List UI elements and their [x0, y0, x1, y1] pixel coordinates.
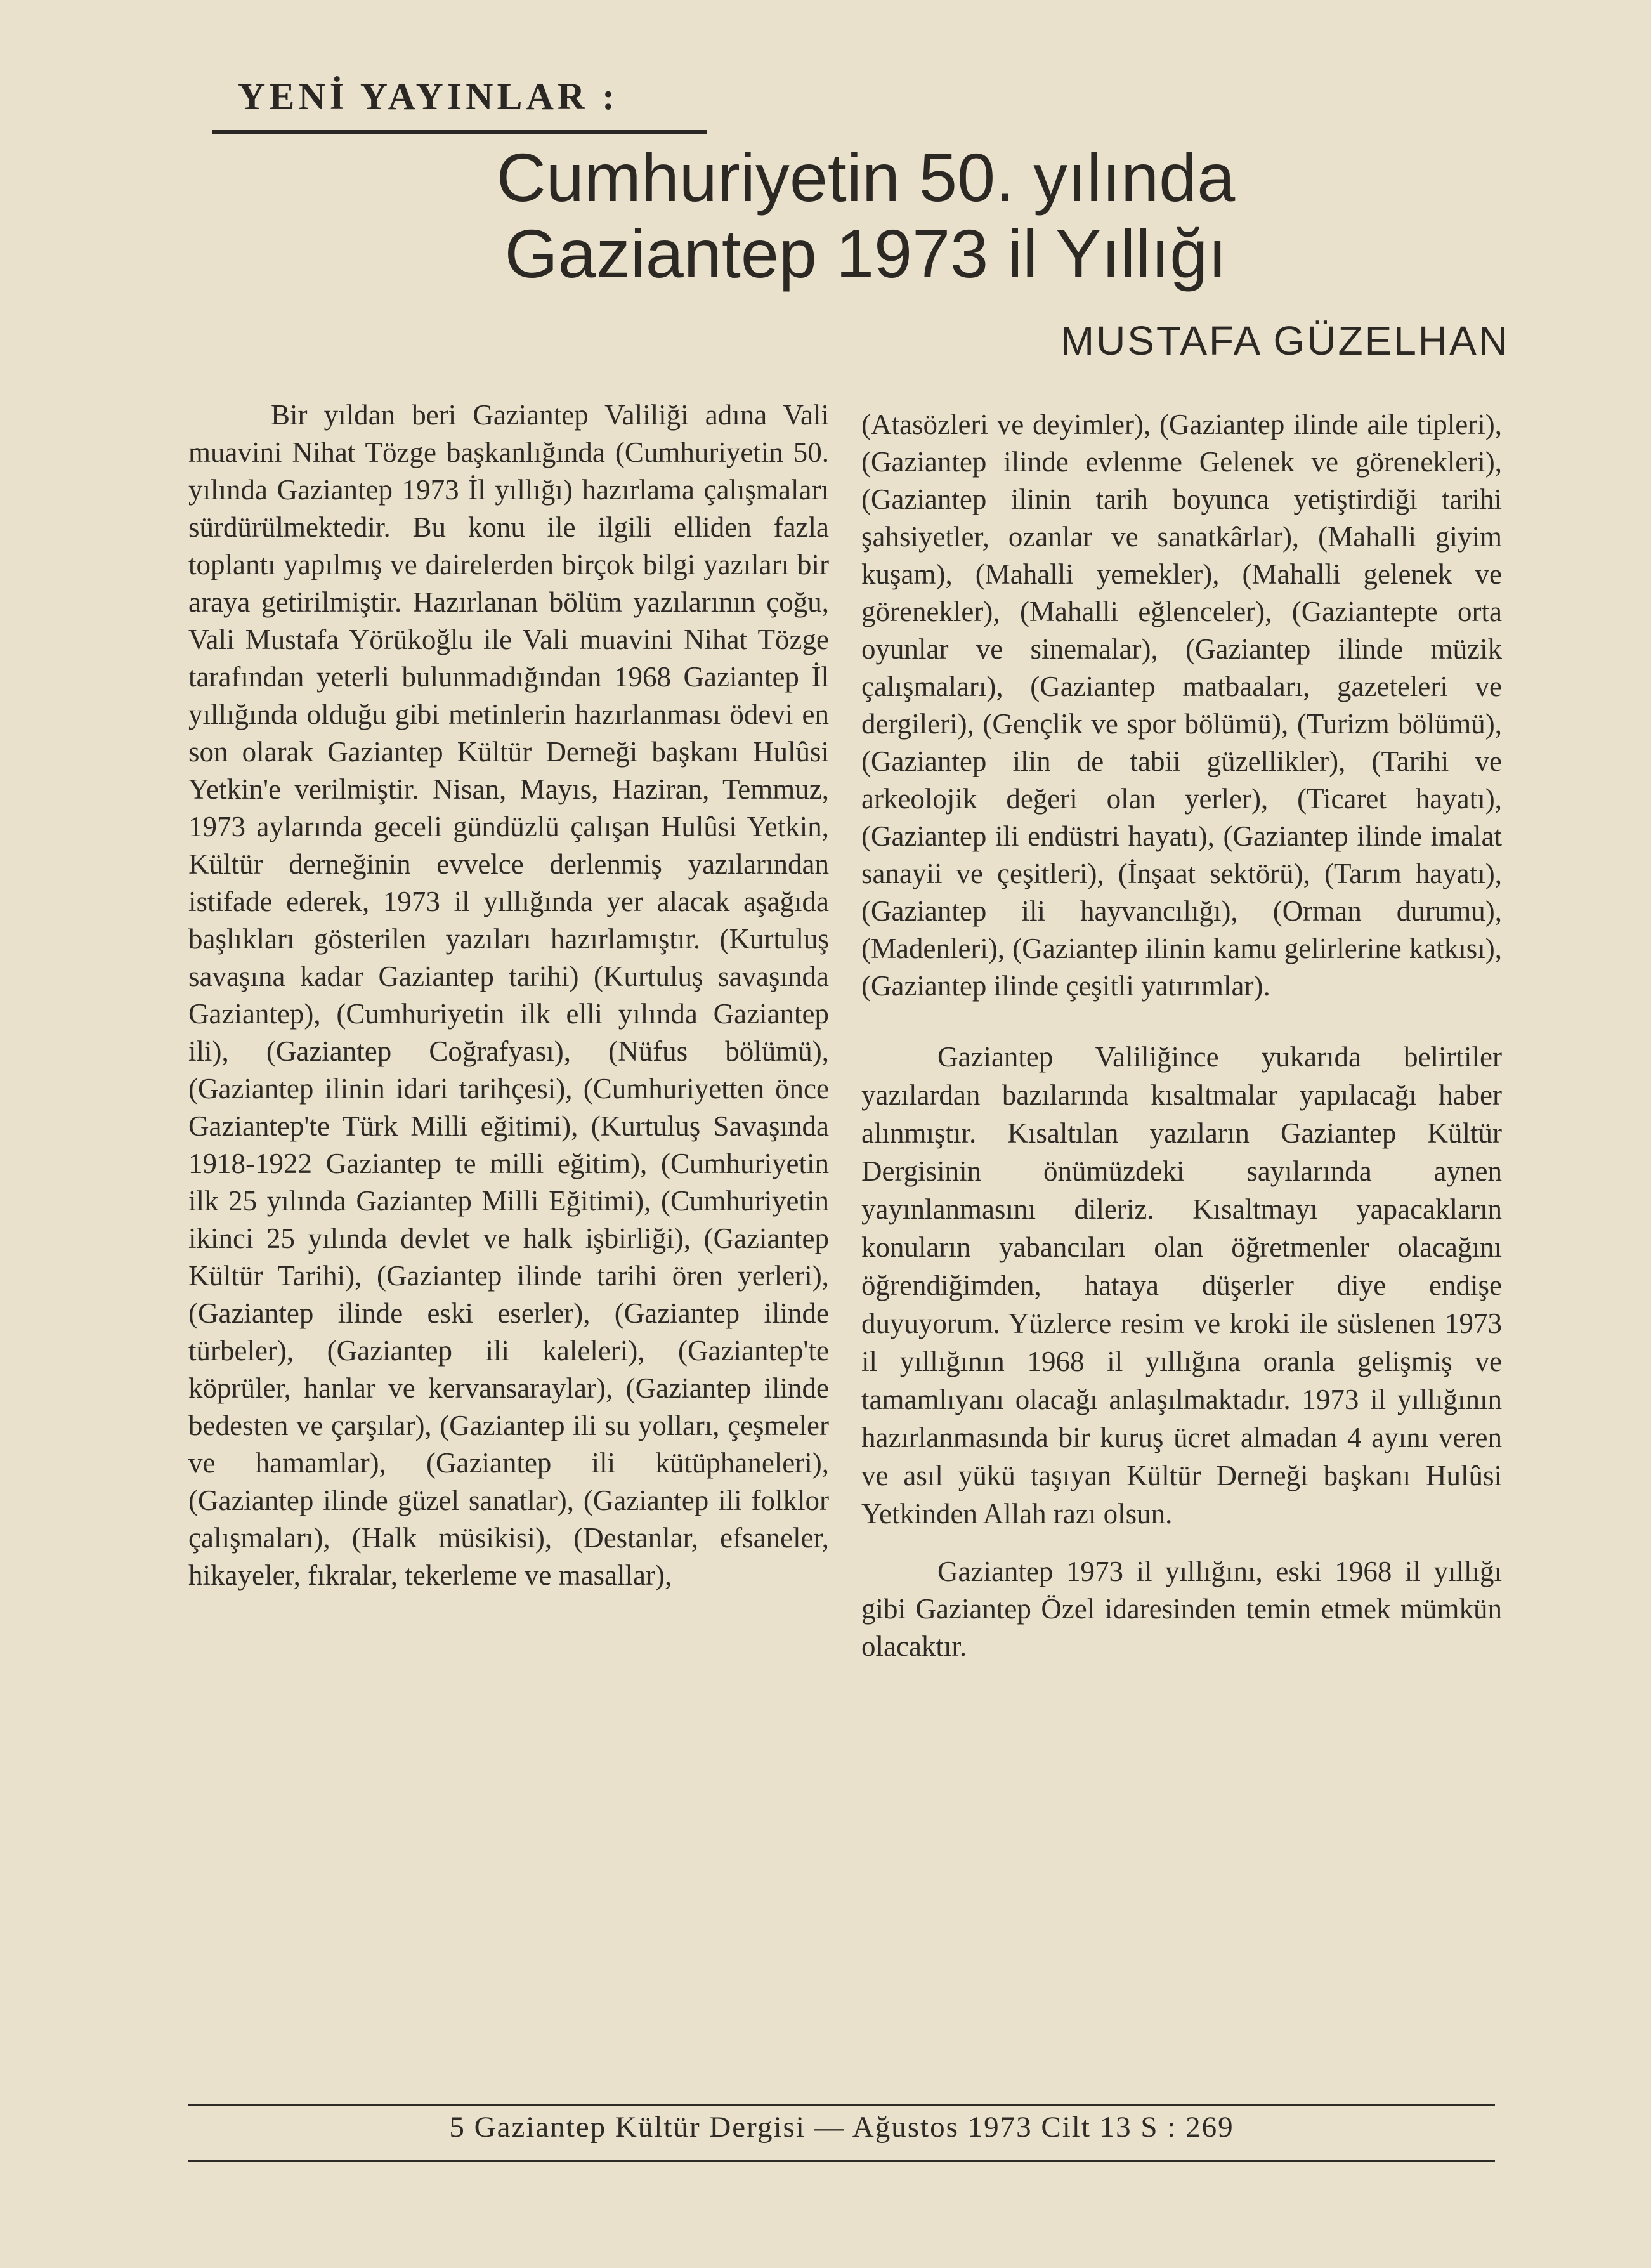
footer-rule-bottom: [188, 2160, 1495, 2162]
right-paragraph-2: Gaziantep Valiliğince yukarıda belirtiler yazılardan bazılarında kısaltmalar yapılacağı haber alınmıştır. Kısaltılan yazıların Gaziantep Kültür Dergisinin önümüzdeki sayılarında aynen yayınlanmasını dileriz. Kısaltmayı yapacakların konuların yabancıları olan öğretmenler olacağını öğrendiğimden, hataya düşerler diye endişe duyuyorum. Yüzlerce resim ve kroki ile süslenen 1973 il yıllığının 1968 il yıllığına oranla gelişmiş ve tamamlıyanı olacağı anlaşılmaktadır. 1973 il yıllığının hazırlanmasında bir kuruş ücret almadan 4 ayını veren ve asıl yükü taşıyan Kültür Derneği başkanı Hulûsi Yetkinden Allah razı olsun.: [861, 1041, 1502, 1530]
right-paragraph-3: Gaziantep 1973 il yıllığını, eski 1968 il yıllığı gibi Gaziantep Özel idaresinden temin etmek mümkün olacaktır.: [861, 1556, 1502, 1662]
section-label: YENİ YAYINLAR :: [238, 75, 619, 117]
article-title: [438, 140, 1294, 292]
author-name: MUSTAFA GÜZELHAN: [1060, 318, 1510, 364]
title-line-2: Gaziantep 1973 il Yıllığı: [504, 215, 1227, 292]
page-footer: 5 Gaziantep Kültür Dergisi — Ağustos 1973 Cilt 13 S : 269: [449, 2111, 1234, 2144]
right-paragraph-1: (Atasözleri ve deyimler), (Gaziantep ilinde aile tipleri), (Gaziantep ilinde evlenme Gelenek ve görenekleri), (Gaziantep ilinin tarih boyunca yetiştirdiği tarihi şahsiyetler, ozanlar ve sanatkârlar), (Mahalli giyim kuşam), (Mahalli yemekler), (Mahalli gelenek ve görenekler), (Mahalli eğlenceler), (Gaziantepte orta oyunlar ve sinemalar), (Gaziantep ilinde müzik çalışmaları), (Gaziantep matbaaları, gazeteleri ve dergileri), (Gençlik ve spor bölümü), (Turizm bölümü), (Gaziantep ilin de tabii güzellikler), (Tarihi ve arkeolojik değeri olan yerler), (Ticaret hayatı), (Gaziantep ili endüstri hayatı), (Gaziantep ilinde imalat sanayii ve çeşitleri), (İnşaat sektörü), (Tarım hayatı), (Gaziantep ili hayvancılığı), (Orman durumu), (Madenleri), (Gaziantep ilinin kamu gelirlerine katkısı), (Gaziantep ilinde çeşitli yatırımlar).: [861, 409, 1502, 1002]
left-column-text: Bir yıldan beri Gaziantep Valiliği adına Vali muavini Nihat Tözge başkanlığında (Cumhuriyetin 50. yılında Gaziantep 1973 İl yıllığı) hazırlama çalışmaları sürdürülmektedir. Bu konu ile ilgili elliden fazla toplantı yapılmış ve dairelerden birçok bilgi yazıları bir araya getirilmiştir. Hazırlanan bölüm yazılarının çoğu, Vali Mustafa Yörükoğlu ile Vali muavini Nihat Tözge tarafından yeterli bulunmadığından 1968 Gaziantep İl yıllığında olduğu gibi metinlerin hazırlanması ödevi en son olarak Gaziantep Kültür Derneği başkanı Hulûsi Yetkin'e verilmiştir. Nisan, Mayıs, Haziran, Temmuz, 1973 aylarında geceli gündüzlü çalışan Hulûsi Yetkin, Kültür derneğinin evvelce derlenmiş yazılarından istifade ederek, 1973 il yıllığında yer alacak aşağıda başlıkları gösterilen yazıları hazırlamıştır. (Kurtuluş savaşına kadar Gaziantep tarihi) (Kurtuluş savaşında Gaziantep), (Cumhuriyetin ilk elli yılında Gaziantep ili), (Gaziantep Coğrafyası), (Nüfus bölümü), (Gaziantep ilinin idari tarihçesi), (Cumhuriyetten önce Gaziantep'te Türk Milli eğitimi), (Kurtuluş Savaşında 1918-1922 Gaziantep te milli eğitim), (Cumhuriyetin ilk 25 yılında Gaziantep Milli Eğitimi), (Cumhuriyetin ikinci 25 yılında devlet ve halk işbirliği), (Gaziantep Kültür Tarihi), (Gaziantep ilinde tarihi ören yerleri), (Gaziantep ilinde eski eserler), (Gaziantep ilinde türbeler), (Gaziantep ili kaleleri), (Gaziantep'te köprüler, hanlar ve kervansaraylar), (Gaziantep ilinde bedesten ve çarşılar), (Gaziantep ili su yolları, çeşmeler ve hamamlar), (Gaziantep ili kütüphaneleri), (Gaziantep ilinde güzel sanatlar), (Gaziantep ili folklor çalışmaları), (Halk müsikisi), (Destanlar, efsaneler, hikayeler, fıkralar, tekerleme ve masallar),: [188, 399, 829, 1591]
title-line-1: Cumhuriyetin 50. yılında: [496, 139, 1236, 216]
section-underline: [212, 130, 707, 134]
right-column: [861, 406, 1502, 1665]
footer-rule-top: [188, 2104, 1495, 2106]
